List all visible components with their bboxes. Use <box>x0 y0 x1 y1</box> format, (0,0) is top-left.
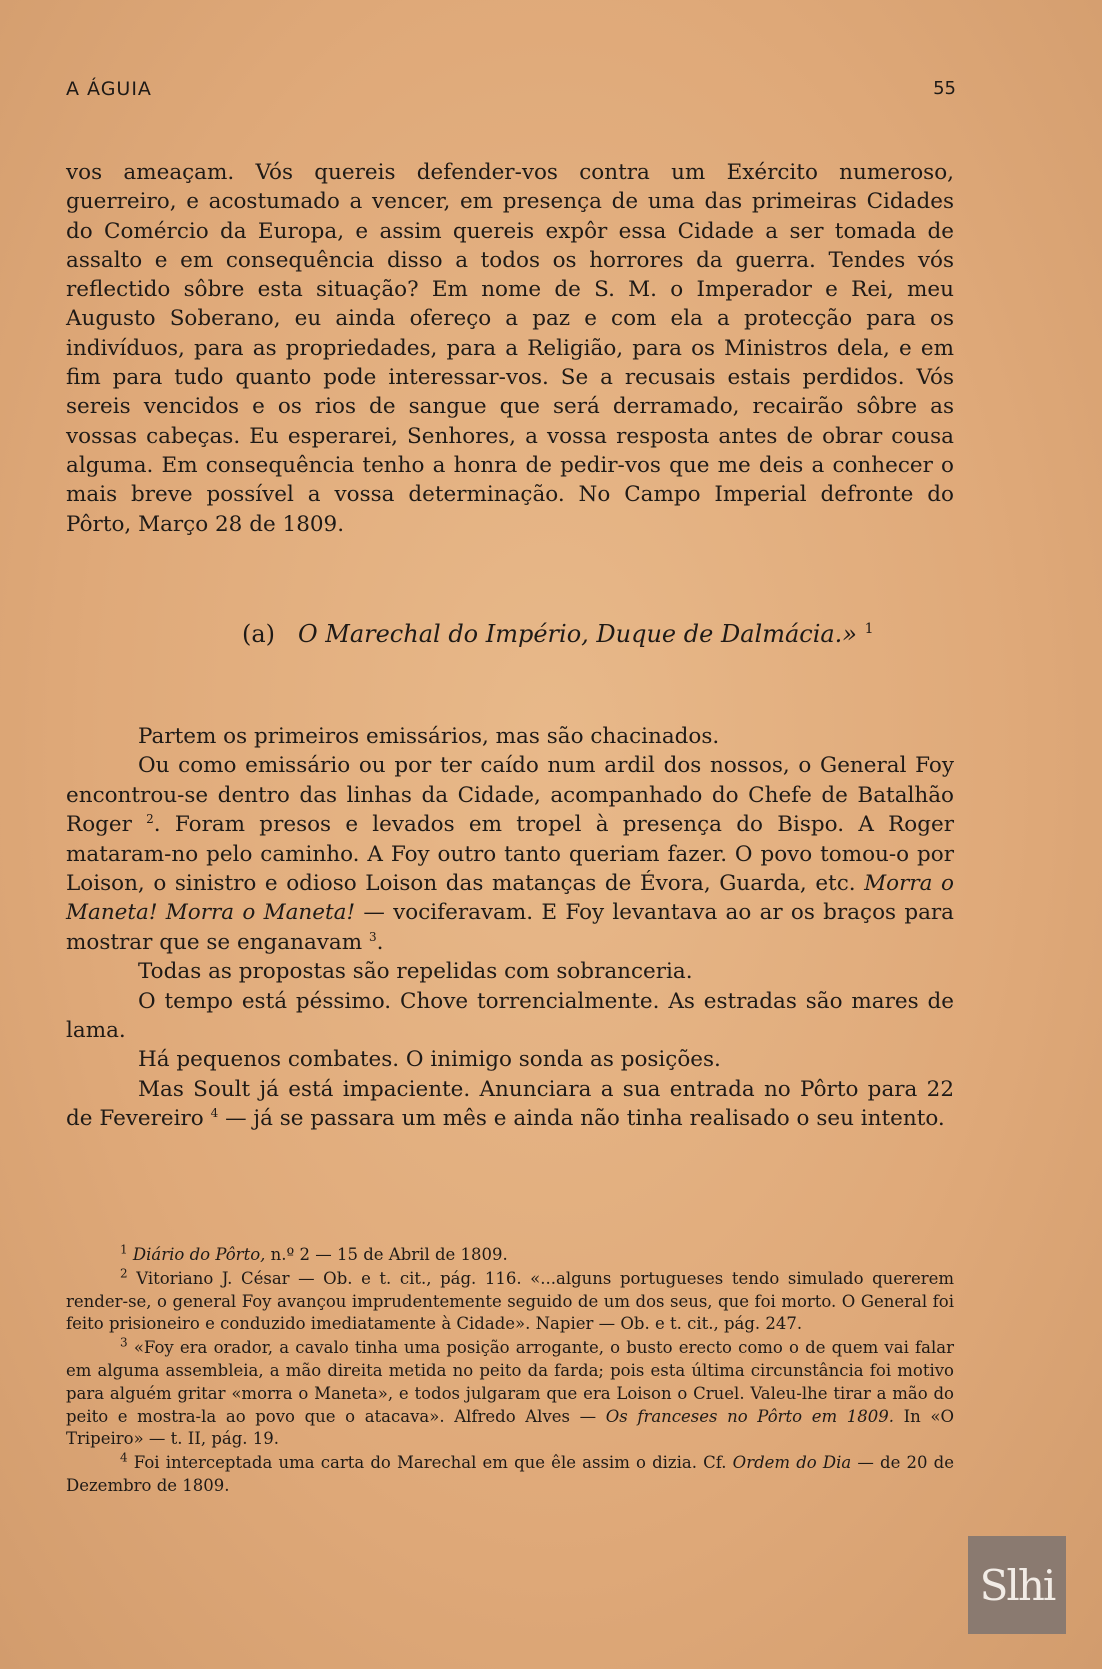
signature-text: O Marechal do Império, Duque de Dalmácia.» <box>297 620 857 648</box>
footnote: $^2$ Vitoriano J. César — Ob. e t. cit., pág. 116. «...alguns portugueses tendo simulado quererem render-se, o general Foy avançou imprudentemente seguido de um dos seus, que foi morto. O General foi feito prisioneiro e conduzido imediatamente à Cidade». Napier — Ob. e t. cit., pág. 247. <box>66 1266 955 1334</box>
narrative-paragraph: Há pequenos combates. O inimigo sonda as posições. <box>138 1047 721 1073</box>
signature <box>242 620 874 648</box>
narrative-paragraph: Todas as propostas são repelidas com sobranceria. <box>138 959 693 985</box>
library-logo: Slhi <box>968 1536 1066 1634</box>
signature-prefix: (a) <box>242 620 276 648</box>
letter-text <box>66 158 954 539</box>
narrative <box>66 722 954 1134</box>
narrative-paragraph: Partem os primeiros emissários, mas são chacinados. <box>138 724 720 749</box>
page-number: 55 <box>933 78 956 99</box>
narrative-paragraph: O tempo está péssimo. Chove torrencialmente. As estradas são mares de lama. <box>66 988 954 1044</box>
narrative-paragraph: Ou como emissário ou por ter caído num ardil dos nossos, o General Foy encontrou-se dentro das linhas da Cidade, acompanhado do Chefe de Batalhão Roger $^2$. Foram presos e levados em tropel à presença do Bispo. A Roger mataram-no pelo caminho. A Foy outro tanto queriam fazer. O povo tomou-o por Loison, o sinistro e odioso Loison das matanças de Évora, Guarda, etc. Morra o Maneta! Morra o Maneta! — vociferavam. E Foy levantava ao ar os braços para mostrar que se enganavam $^3$. <box>66 753 955 955</box>
signature-note-ref: 1 <box>864 621 874 637</box>
footnote: $^3$ «Foy era orador, a cavalo tinha uma posição arrogante, o busto erecto como o de quem vai falar em alguma assembleia, a mão direita metida no peito da farda; pois esta última circunstância foi motivo para alguém gritar «morra o Maneta», e todos julgaram que era Loison o Cruel. Valeu-lhe tirar a mão do peito e mostra-la ao povo que o atacava». Alfredo Alves — Os franceses no Pôrto em 1809. In «O Tripeiro» — t. II, pág. 19. <box>66 1335 954 1449</box>
letter-paragraph: vos ameaçam. Vós quereis defender-vos contra um Exército numeroso, guerreiro, e acostumado a vencer, em presença de uma das primeiras Cidades do Comércio da Europa, e assim quereis expôr essa Cidade a ser tomada de assalto e em consequência disso a todos os horrores da guerra. Tendes vós reflectido sôbre esta situação? Em nome de S. M. o Imperador e Rei, meu Augusto Soberano, eu ainda ofereço a paz e com ela a protecção para os indivíduos, para as propriedades, para a Religião, para os Ministros dela, e em fim para tudo quanto pode interessar-vos. Se a recusais estais perdidos. Vós sereis vencidos e os rios de sangue que será derramado, recairão sôbre as vossas cabeças. Eu esperarei, Senhores, a vossa resposta antes de obrar cousa alguma. Em consequência tenho a honra de pedir-vos que me deis a conhecer o mais breve possível a vossa determinação. No Campo Imperial defronte do Pôrto, Março 28 de 1809. <box>66 160 954 537</box>
footnote-ref: 2 <box>146 812 154 827</box>
footnote: $^4$ Foi interceptada uma carta do Marechal em que êle assim o dizia. Cf. Ordem do Dia — de 20 de Dezembro de 1809. <box>66 1450 954 1495</box>
page-header <box>66 78 954 104</box>
narrative-paragraph: Mas Soult já está impaciente. Anunciara a sua entrada no Pôrto para 22 de Fevereiro $^4$ — já se passara um mês e ainda não tinha realisado o seu intento. <box>66 1076 954 1132</box>
running-title: A ÁGUIA <box>66 78 152 100</box>
footnotes <box>66 1244 954 1499</box>
footnote-ref: 4 <box>210 1106 219 1121</box>
footnote-ref: 3 <box>368 929 377 944</box>
footnote: $^1$ Diário do Pôrto, n.º 2 — 15 de Abril de 1809. <box>120 1242 508 1264</box>
